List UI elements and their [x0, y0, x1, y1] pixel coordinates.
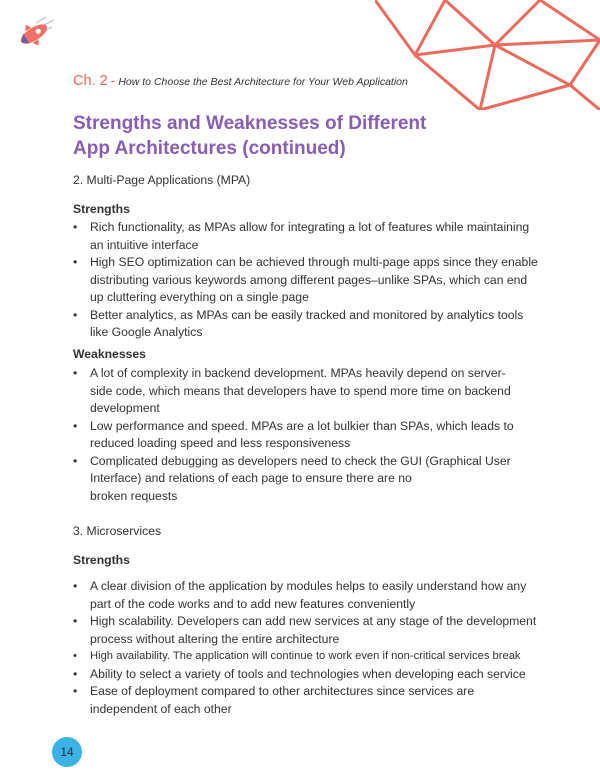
list-item-line: development [90, 401, 160, 415]
list-item-line: Ease of deployment compared to other architectures since services are [90, 684, 475, 698]
page-title [73, 111, 493, 161]
mpa-weaknesses-heading: Weaknesses [73, 346, 146, 361]
list-item-line: Complicated debugging as developers need to check the GUI (Graphical User [90, 453, 511, 468]
list-item-line: like Google Analytics [90, 325, 203, 339]
list-item-line: an intuitive interface [90, 237, 199, 252]
page-number-badge [52, 737, 82, 767]
list-item-line: Ability to select a variety of tools and technologies when developing each service [90, 666, 526, 681]
mpa-strengths-list [73, 219, 553, 342]
list-item-line: distributing various keywords among different pages–unlike SPAs, which can end [90, 272, 528, 287]
list-item-line: High scalability. Developers can add new services at any stage of the development [90, 614, 537, 628]
list-item: • Better analytics, as MPAs can be easily tracked and monitored by analytics tools like Google Analytics [73, 307, 524, 339]
mpa-weaknesses-list [73, 365, 553, 505]
list-item-line: side code, which means that developers have to spend more time on backend [90, 383, 511, 398]
list-item-line: process without altering the entire architecture [90, 631, 340, 646]
list-item: • Ability to select a variety of tools and technologies when developing each service [73, 666, 526, 681]
list-item-line: A clear division of the application by modules helps to easily understand how any [90, 579, 527, 593]
rocket-icon [14, 14, 58, 48]
section-label-microservices: 3. Microservices [73, 524, 162, 538]
list-item-line: reduced loading speed and less responsiveness [90, 436, 351, 450]
list-item: • Ease of deployment compared to other architectures since services are independent of each other [73, 684, 475, 716]
list-item-line: Low performance and speed. MPAs are a lot bulkier than SPAs, which leads to [90, 418, 514, 433]
list-item-line: High availability. The application will continue to work even if non-critical services break [90, 650, 521, 662]
list-item: • High availability. The application will continue to work even if non-critical services break [73, 650, 521, 662]
mpa-strengths-heading: Strengths [73, 201, 130, 216]
section-label-mpa: 2. Multi-Page Applications (MPA) [73, 173, 251, 187]
micro-strengths-list [73, 578, 553, 718]
list-item-line: Better analytics, as MPAs can be easily tracked and monitored by analytics tools [90, 307, 524, 322]
page-title-line-1: Strengths and Weaknesses of Different [73, 113, 427, 134]
chapter-separator: - [110, 72, 116, 88]
chapter-number: Ch. 2 [73, 73, 108, 89]
list-item-line: up cluttering everything on a single page [90, 290, 309, 304]
list-item: • High scalability. Developers can add new services at any stage of the development process without altering the entire architecture [73, 614, 537, 646]
page-content [73, 172, 553, 718]
list-item-line: part of the code works and to add new features conveniently [90, 596, 416, 611]
list-item-line: independent of each other [90, 701, 232, 716]
chapter-subtitle: How to Choose the Best Architecture for Your Web Application [118, 76, 408, 88]
list-item: • Rich functionality, as MPAs allow for integrating a lot of features while maintaining an intuitive interface [73, 220, 530, 252]
decorative-triangle-pattern [375, 0, 600, 110]
list-item: • Complicated debugging as developers need to check the GUI (Graphical User Interface) and relations of each page to ensure there are no broken requests [73, 453, 511, 503]
list-item: • Low performance and speed. MPAs are a lot bulkier than SPAs, which leads to reduced loading speed and less responsiveness [73, 418, 514, 450]
page-title-line-2: App Architectures (continued) [73, 138, 346, 159]
micro-strengths-heading: Strengths [73, 552, 130, 567]
list-item: • A lot of complexity in backend development. MPAs heavily depend on server- side code, which means that developers have to spend more time on backend development [73, 366, 511, 415]
chapter-header [73, 72, 408, 90]
list-item-line: A lot of complexity in backend development. MPAs heavily depend on server- [90, 366, 506, 380]
page-number: 14 [60, 745, 74, 759]
list-item-line: broken requests [90, 488, 178, 503]
list-item: • High SEO optimization can be achieved through multi-page apps since they enable distributing various keywords among different pages–unlike SPAs, which can end up cluttering everything on a single page [73, 255, 538, 304]
list-item-line: Interface) and relations of each page to ensure there are no [90, 471, 412, 485]
list-item: • A clear division of the application by modules helps to easily understand how any part of the code works and to add new features conveniently [73, 579, 527, 611]
list-item-line: Rich functionality, as MPAs allow for integrating a lot of features while maintaining [90, 220, 530, 234]
list-item-line: High SEO optimization can be achieved through multi-page apps since they enable [90, 255, 538, 269]
